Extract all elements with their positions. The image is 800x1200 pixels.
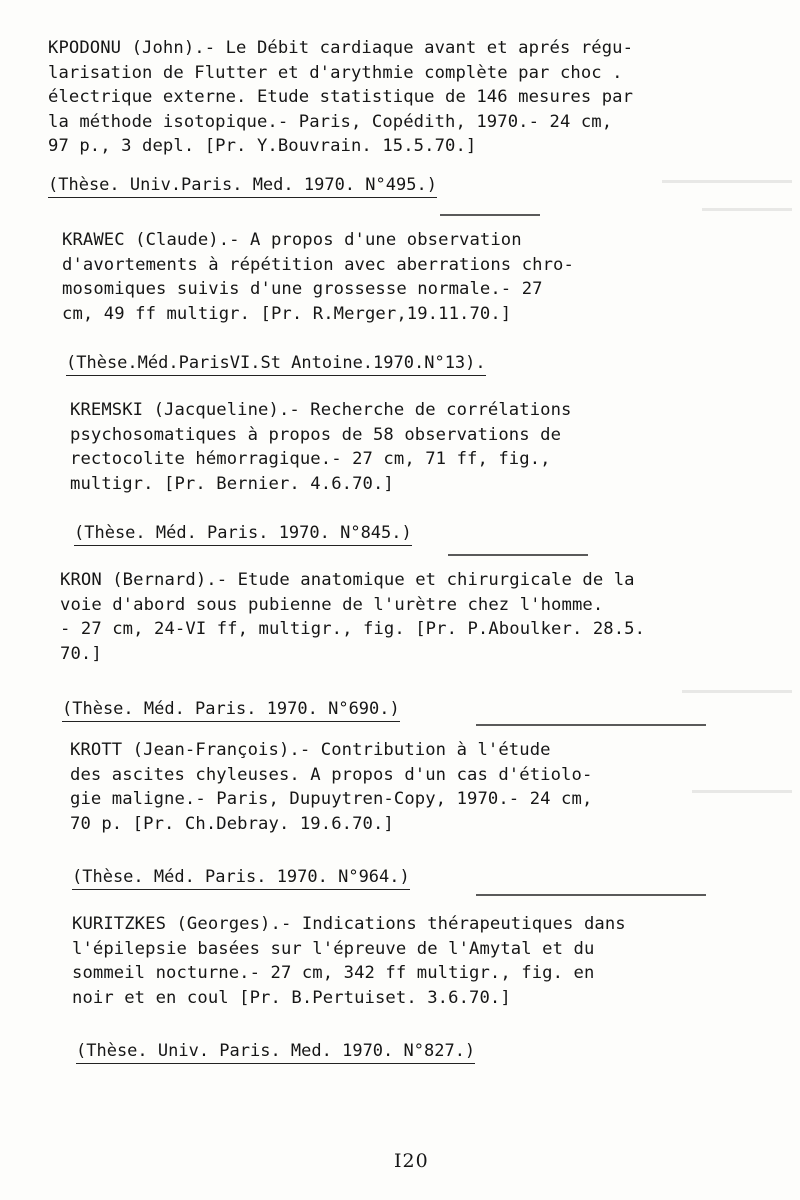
bleed-through-mark — [702, 208, 792, 211]
entry-line: d'avortements à répétition avec aberrations chro- — [62, 254, 574, 275]
entry-line: KURITZKES (Georges).- Indications thérapeutiques dans — [72, 914, 626, 934]
entry-line: cm, 49 ff multigr. [Pr. R.Merger,19.11.70.] — [62, 303, 512, 324]
entry-line: KRON (Bernard).- Etude anatomique et chirurgicale de la — [60, 570, 635, 590]
thesis-note: (Thèse. Univ. Paris. Med. 1970. N°827.) — [76, 1040, 475, 1064]
entry-line: rectocolite hémorragique.- 27 cm, 71 ff, fig., — [70, 449, 551, 469]
entry-line: KREMSKI (Jacqueline).- Recherche de corrélations — [70, 400, 572, 420]
divider-rule — [448, 554, 588, 556]
thesis-note: (Thèse. Méd. Paris. 1970. N°964.) — [72, 866, 410, 890]
entry-krawec — [62, 228, 574, 326]
entry-line: voie d'abord sous pubienne de l'urètre chez l'homme. — [60, 594, 604, 615]
bleed-through-mark — [662, 180, 792, 183]
entry-line: gie maligne.- Paris, Dupuytren-Copy, 1970.- 24 cm, — [70, 789, 593, 809]
entry-line: KROTT (Jean-François).- Contribution à l'étude — [70, 740, 551, 760]
entry-krott — [70, 738, 592, 836]
entry-line: psychosomatiques à propos de 58 observations de — [70, 424, 562, 445]
entry-line: 97 p., 3 depl. [Pr. Y.Bouvrain. 15.5.70.] — [48, 136, 477, 156]
entry-line: 70 p. [Pr. Ch.Debray. 19.6.70.] — [70, 813, 394, 834]
page-number: I20 — [394, 1150, 429, 1172]
entry-line: sommeil nocturne.- 27 cm, 342 ff multigr., fig. en — [72, 963, 595, 983]
entry-line: larisation de Flutter et d'arythmie complète par choc . — [48, 62, 623, 83]
entry-line: - 27 cm, 24-VI ff, multigr., fig. [Pr. P.Aboulker. 28.5. — [60, 619, 646, 639]
entry-line: des ascites chyleuses. A propos d'un cas d'étiolo- — [70, 764, 593, 785]
bleed-through-mark — [692, 790, 792, 793]
entry-kron — [60, 568, 645, 666]
divider-rule — [476, 894, 706, 896]
entry-line: KPODONU (John).- Le Débit cardiaque avant et aprés régu- — [48, 38, 634, 58]
thesis-note: (Thèse. Méd. Paris. 1970. N°845.) — [74, 522, 412, 546]
bleed-through-mark — [682, 690, 792, 693]
entry-line: électrique externe. Etude statistique de 146 mesures par — [48, 87, 634, 107]
thesis-note: (Thèse. Méd. Paris. 1970. N°690.) — [62, 698, 400, 722]
divider-rule — [440, 214, 540, 216]
entry-line: la méthode isotopique.- Paris, Copédith, 1970.- 24 cm, — [48, 111, 613, 132]
entry-line: l'épilepsie basées sur l'épreuve de l'Amytal et du — [72, 938, 595, 959]
entry-line: noir et en coul [Pr. B.Pertuiset. 3.6.70.] — [72, 987, 511, 1008]
entry-line: multigr. [Pr. Bernier. 4.6.70.] — [70, 473, 394, 494]
thesis-note: (Thèse. Univ.Paris. Med. 1970. N°495.) — [48, 174, 437, 198]
entry-kpodonu — [48, 36, 633, 159]
divider-rule — [476, 724, 706, 726]
entry-kremski — [70, 398, 572, 496]
entry-line: mosomiques suivis d'une grossesse normale.- 27 — [62, 279, 543, 299]
entry-kuritzkes — [72, 912, 626, 1010]
thesis-note: (Thèse.Méd.ParisVI.St Antoine.1970.N°13). — [66, 352, 486, 376]
entry-line: 70.] — [60, 643, 102, 664]
entry-line: KRAWEC (Claude).- A propos d'une observation — [62, 230, 522, 250]
